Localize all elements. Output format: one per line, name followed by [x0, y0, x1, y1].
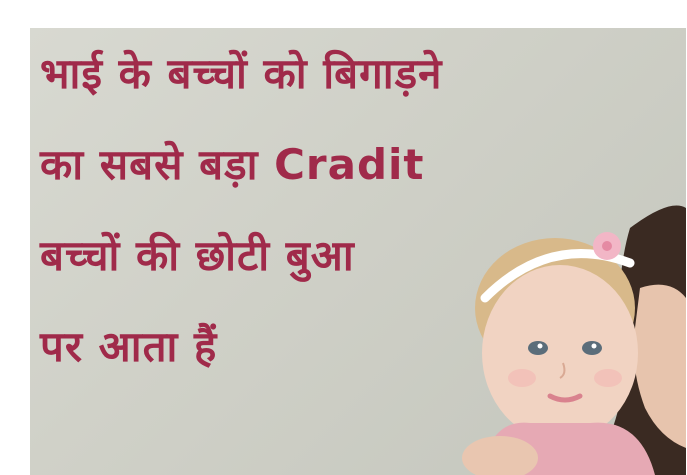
quote-line-2: का सबसे बड़ा Cradit: [40, 140, 425, 189]
quote-line-4: पर आता हैं: [40, 322, 218, 371]
quote-text: [40, 28, 640, 392]
quote-line-1: भाई के बच्चों को बिगाड़ने: [40, 49, 443, 98]
quote-line-3: बच्चों की छोटी बुआ: [40, 231, 355, 280]
